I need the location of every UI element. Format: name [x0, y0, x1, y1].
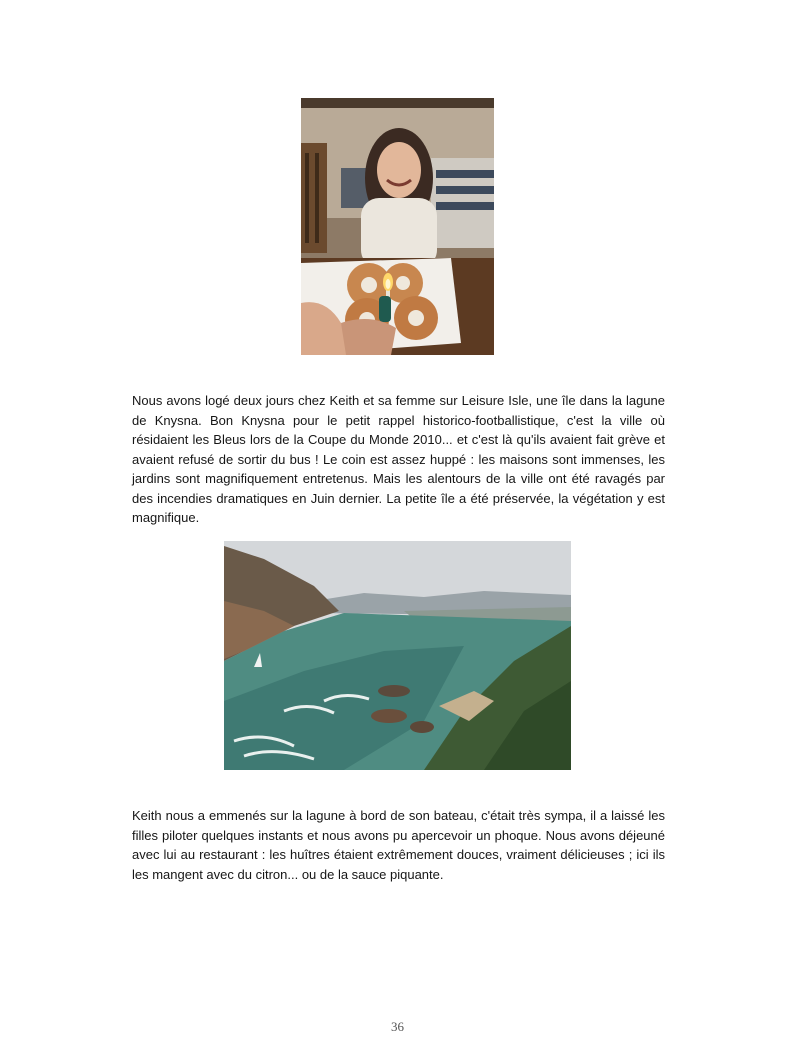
paragraph-leisure-isle: Nous avons logé deux jours chez Keith et sa femme sur Leisure Isle, une île dans la lagune de Knysna. Bon Knysna pour le petit rappel historico-footballistique, c'est la ville où résidaient les Bleus lors de la Coupe du Monde 2010... et c'est là qu'ils avaient fait grève et avaient refusé de sortir du bus ! Le coin est assez huppé : les maisons sont immenses, les jardins sont magnifiquement entretenus. Mais les alentours de la ville ont été ravagés par des incendies dramatiques en Juin dernier. La petite île a été préservée, la végétation y est magnifique. — [132, 393, 665, 525]
page-number: 36 — [391, 1019, 404, 1034]
photo-knysna-lagoon — [224, 541, 571, 770]
paragraph-boat-trip: Keith nous a emmenés sur la lagune à bord de son bateau, c'était très sympa, il a laissé les filles piloter quelques instants et nous avons pu apercevoir un phoque. Nous avons déjeuné avec lui au restaurant : les huîtres étaient extrêmement douces, vraiment délicieuses ; ici ils les mangent avec du citron... ou de la sauce piquante. — [132, 808, 665, 882]
photo-girl-with-doughnuts — [301, 98, 494, 355]
